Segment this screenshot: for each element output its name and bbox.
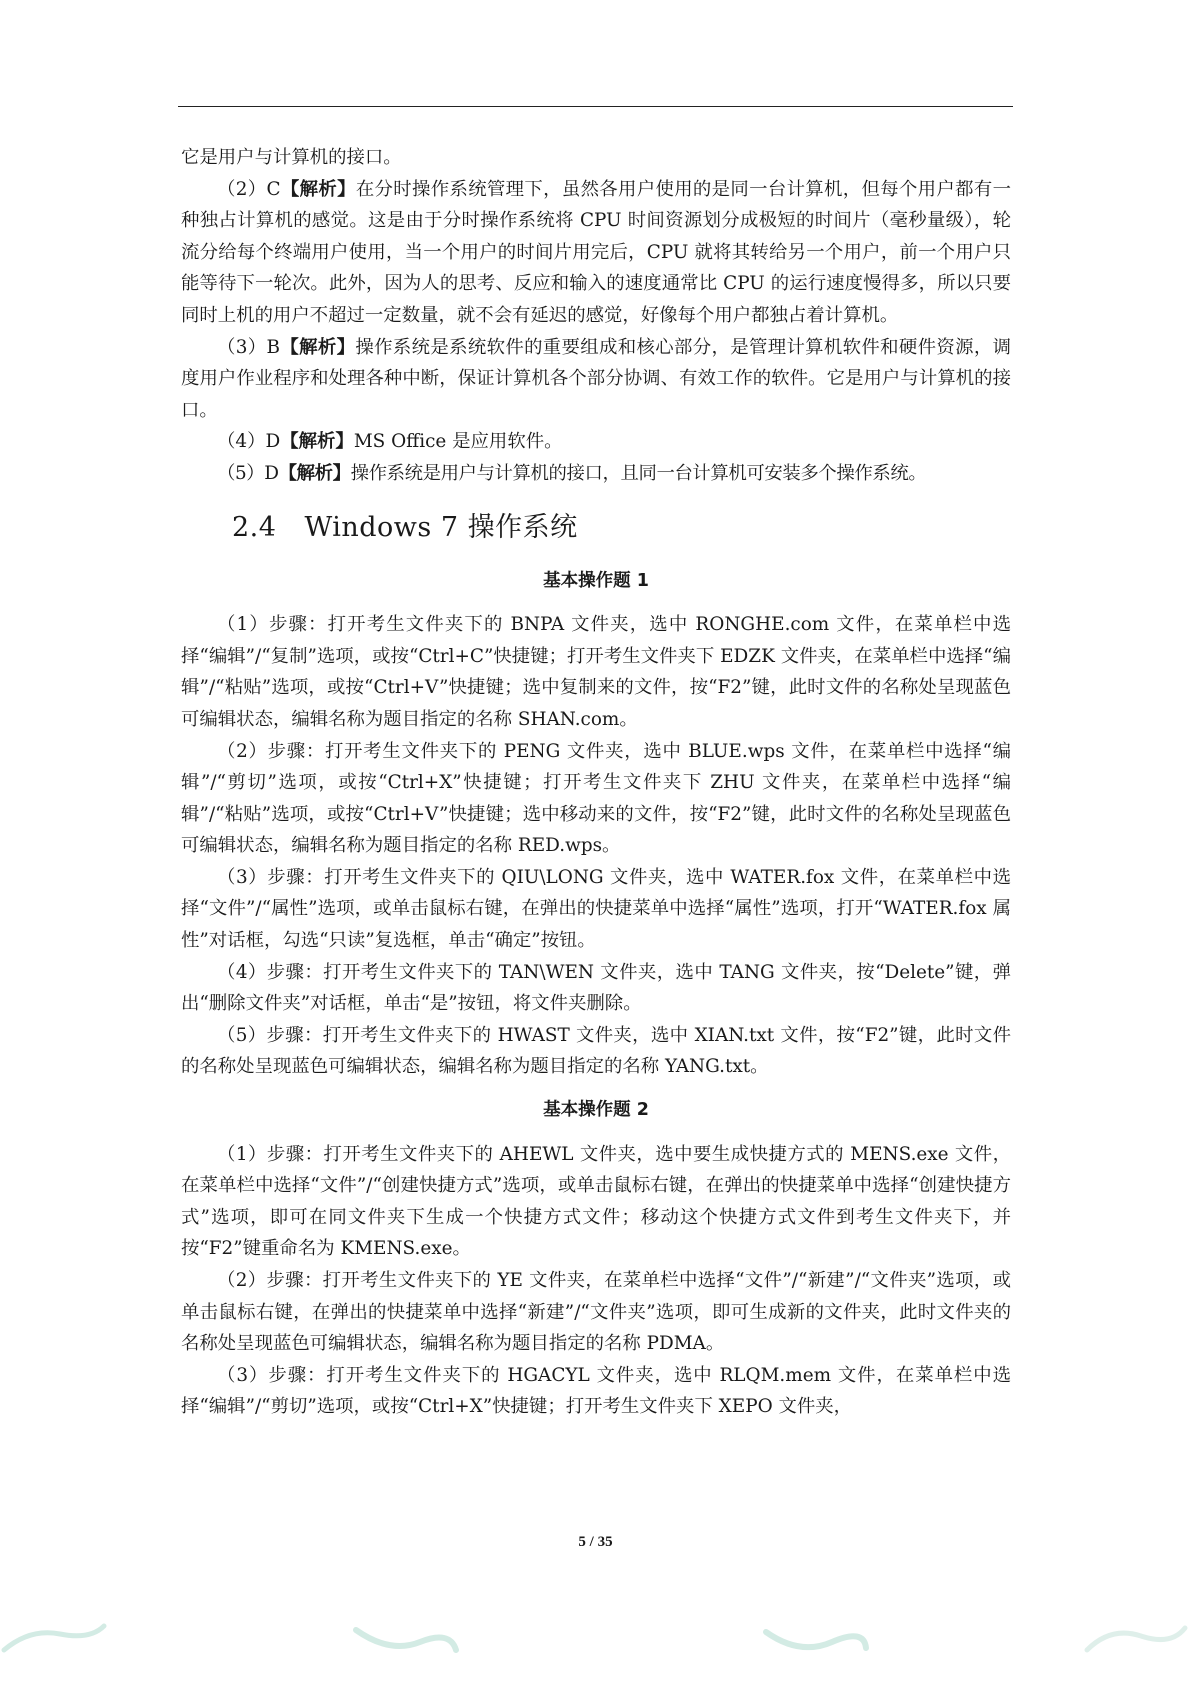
answer-text: 在分时操作系统管理下，虽然各用户使用的是同一台计算机，但每个用户都有一种独占计算机的感觉。这是由于分时操作系统将 CPU 时间资源划分成极短的时间片（毫秒量级），轮流分给每个终端用户使用，当一个用户的时间片用完后，CPU 就将其转给另一个用户，前一个用户只能等待下一轮次。此外，因为人的思考、反应和输入的速度通常比 CPU 的运行速度慢得多，所以只要同时上机的用户不超过一定数量，就不会有延迟的感觉，好像每个用户都独占着计算机。 bbox=[181, 178, 1011, 326]
exercise-2-step-2: （2）步骤：打开考生文件夹下的 YE 文件夹，在菜单栏中选择“文件”/“新建”/“文件夹”选项，或单击鼠标右键，在弹出的快捷菜单中选择“新建”/“文件夹”选项，即可生成新的文件夹，此时文件夹的名称处呈现蓝色可编辑状态，编辑名称为题目指定的名称 PDMA。 bbox=[181, 1270, 1011, 1355]
page-body bbox=[181, 142, 1011, 1423]
watermark-stamp-icon bbox=[350, 1620, 460, 1660]
section-title-text: Windows 7 操作系统 bbox=[304, 511, 578, 543]
header-rule bbox=[178, 106, 1013, 107]
watermark-stamp-icon bbox=[1081, 1620, 1191, 1660]
section-title bbox=[232, 508, 1011, 548]
analysis-tag: 【解析】 bbox=[278, 462, 351, 484]
analysis-tag: 【解析】 bbox=[280, 178, 356, 200]
exercise-1-heading: 基本操作题 1 bbox=[543, 570, 649, 591]
answer-5 bbox=[181, 458, 1011, 490]
exercise-1-step-3: （3）步骤：打开考生文件夹下的 QIU\LONG 文件夹，选中 WATER.fox 文件，在菜单栏中选择“文件”/“属性”选项，或单击鼠标右键，在弹出的快捷菜单中选择“属性”选项，打开“WATER.fox 属性”对话框，勾选“只读”复选框，单击“确定”按钮。 bbox=[181, 866, 1011, 952]
section-number: 2.4 bbox=[232, 511, 277, 543]
answer-2 bbox=[181, 174, 1011, 332]
answer-label: （4）D bbox=[217, 431, 281, 453]
answer-text: 操作系统是用户与计算机的接口，且同一台计算机可安装多个操作系统。 bbox=[350, 462, 927, 484]
exercise-1-step-5: （5）步骤：打开考生文件夹下的 HWAST 文件夹，选中 XIAN.txt 文件，按“F2”键，此时文件的名称处呈现蓝色可编辑状态，编辑名称为题目指定的名称 YANG.txt。 bbox=[181, 1024, 1011, 1078]
answer-label: （3）B bbox=[217, 336, 281, 358]
answer-label: （2）C bbox=[217, 178, 281, 200]
analysis-tag: 【解析】 bbox=[280, 431, 354, 453]
watermark-stamp-icon bbox=[0, 1620, 110, 1660]
page-number: 5 / 35 bbox=[578, 1534, 613, 1550]
exercise-1-step-4: （4）步骤：打开考生文件夹下的 TAN\WEN 文件夹，选中 TANG 文件夹，按“Delete”键，弹出“删除文件夹”对话框，单击“是”按钮，将文件夹删除。 bbox=[181, 961, 1011, 1015]
exercise-2-step-3: （3）步骤：打开考生文件夹下的 HGACYL 文件夹，选中 RLQM.mem 文件，在菜单栏中选择“编辑”/“剪切”选项，或按“Ctrl+X”快捷键；打开考生文件夹下 XEPO 文件夹， bbox=[181, 1364, 1011, 1418]
answer-text: MS Office 是应用软件。 bbox=[353, 431, 563, 453]
exercise-2-step-1: （1）步骤：打开考生文件夹下的 AHEWL 文件夹，选中要生成快捷方式的 MENS.exe 文件，在菜单栏中选择“文件”/“创建快捷方式”选项，或单击鼠标右键，在弹出的快捷菜单中选择“创建快捷方式”选项，即可在同文件夹下生成一个快捷方式文件；移动这个快捷方式文件到考生文件夹下，并按“F2”键重命名为 KMENS.exe。 bbox=[181, 1143, 1011, 1260]
answer-4 bbox=[181, 426, 1011, 458]
analysis-tag: 【解析】 bbox=[280, 336, 356, 358]
answer-3 bbox=[181, 332, 1011, 427]
exercise-1-step-1: （1）步骤：打开考生文件夹下的 BNPA 文件夹，选中 RONGHE.com 文件，在菜单栏中选择“编辑”/“复制”选项，或按“Ctrl+C”快捷键；打开考生文件夹下 EDZK 文件夹，在菜单栏中选择“编辑”/“粘贴”选项，或按“Ctrl+V”快捷键；选中复制来的文件，按“F2”键，此时文件的名称处呈现蓝色可编辑状态，编辑名称为题目指定的名称 SHAN.com。 bbox=[181, 614, 1011, 730]
intro-line: 它是用户与计算机的接口。 bbox=[181, 147, 402, 168]
watermark-stamp-icon bbox=[760, 1620, 870, 1660]
exercise-2-heading: 基本操作题 2 bbox=[543, 1100, 649, 1121]
answer-text: 操作系统是系统软件的重要组成和核心部分，是管理计算机软件和硬件资源，调度用户作业程序和处理各种中断，保证计算机各个部分协调、有效工作的软件。它是用户与计算机的接口。 bbox=[181, 336, 1011, 421]
exercise-1-step-2: （2）步骤：打开考生文件夹下的 PENG 文件夹，选中 BLUE.wps 文件，在菜单栏中选择“编辑”/“剪切”选项，或按“Ctrl+X”快捷键；打开考生文件夹下 ZHU 文件夹，在菜单栏中选择“编辑”/“粘贴”选项，或按“Ctrl+V”快捷键；选中移动来的文件，按“F2”键，此时文件的名称处呈现蓝色可编辑状态，编辑名称为题目指定的名称 RED.wps。 bbox=[181, 740, 1011, 857]
answer-label: （5）D bbox=[217, 462, 279, 484]
